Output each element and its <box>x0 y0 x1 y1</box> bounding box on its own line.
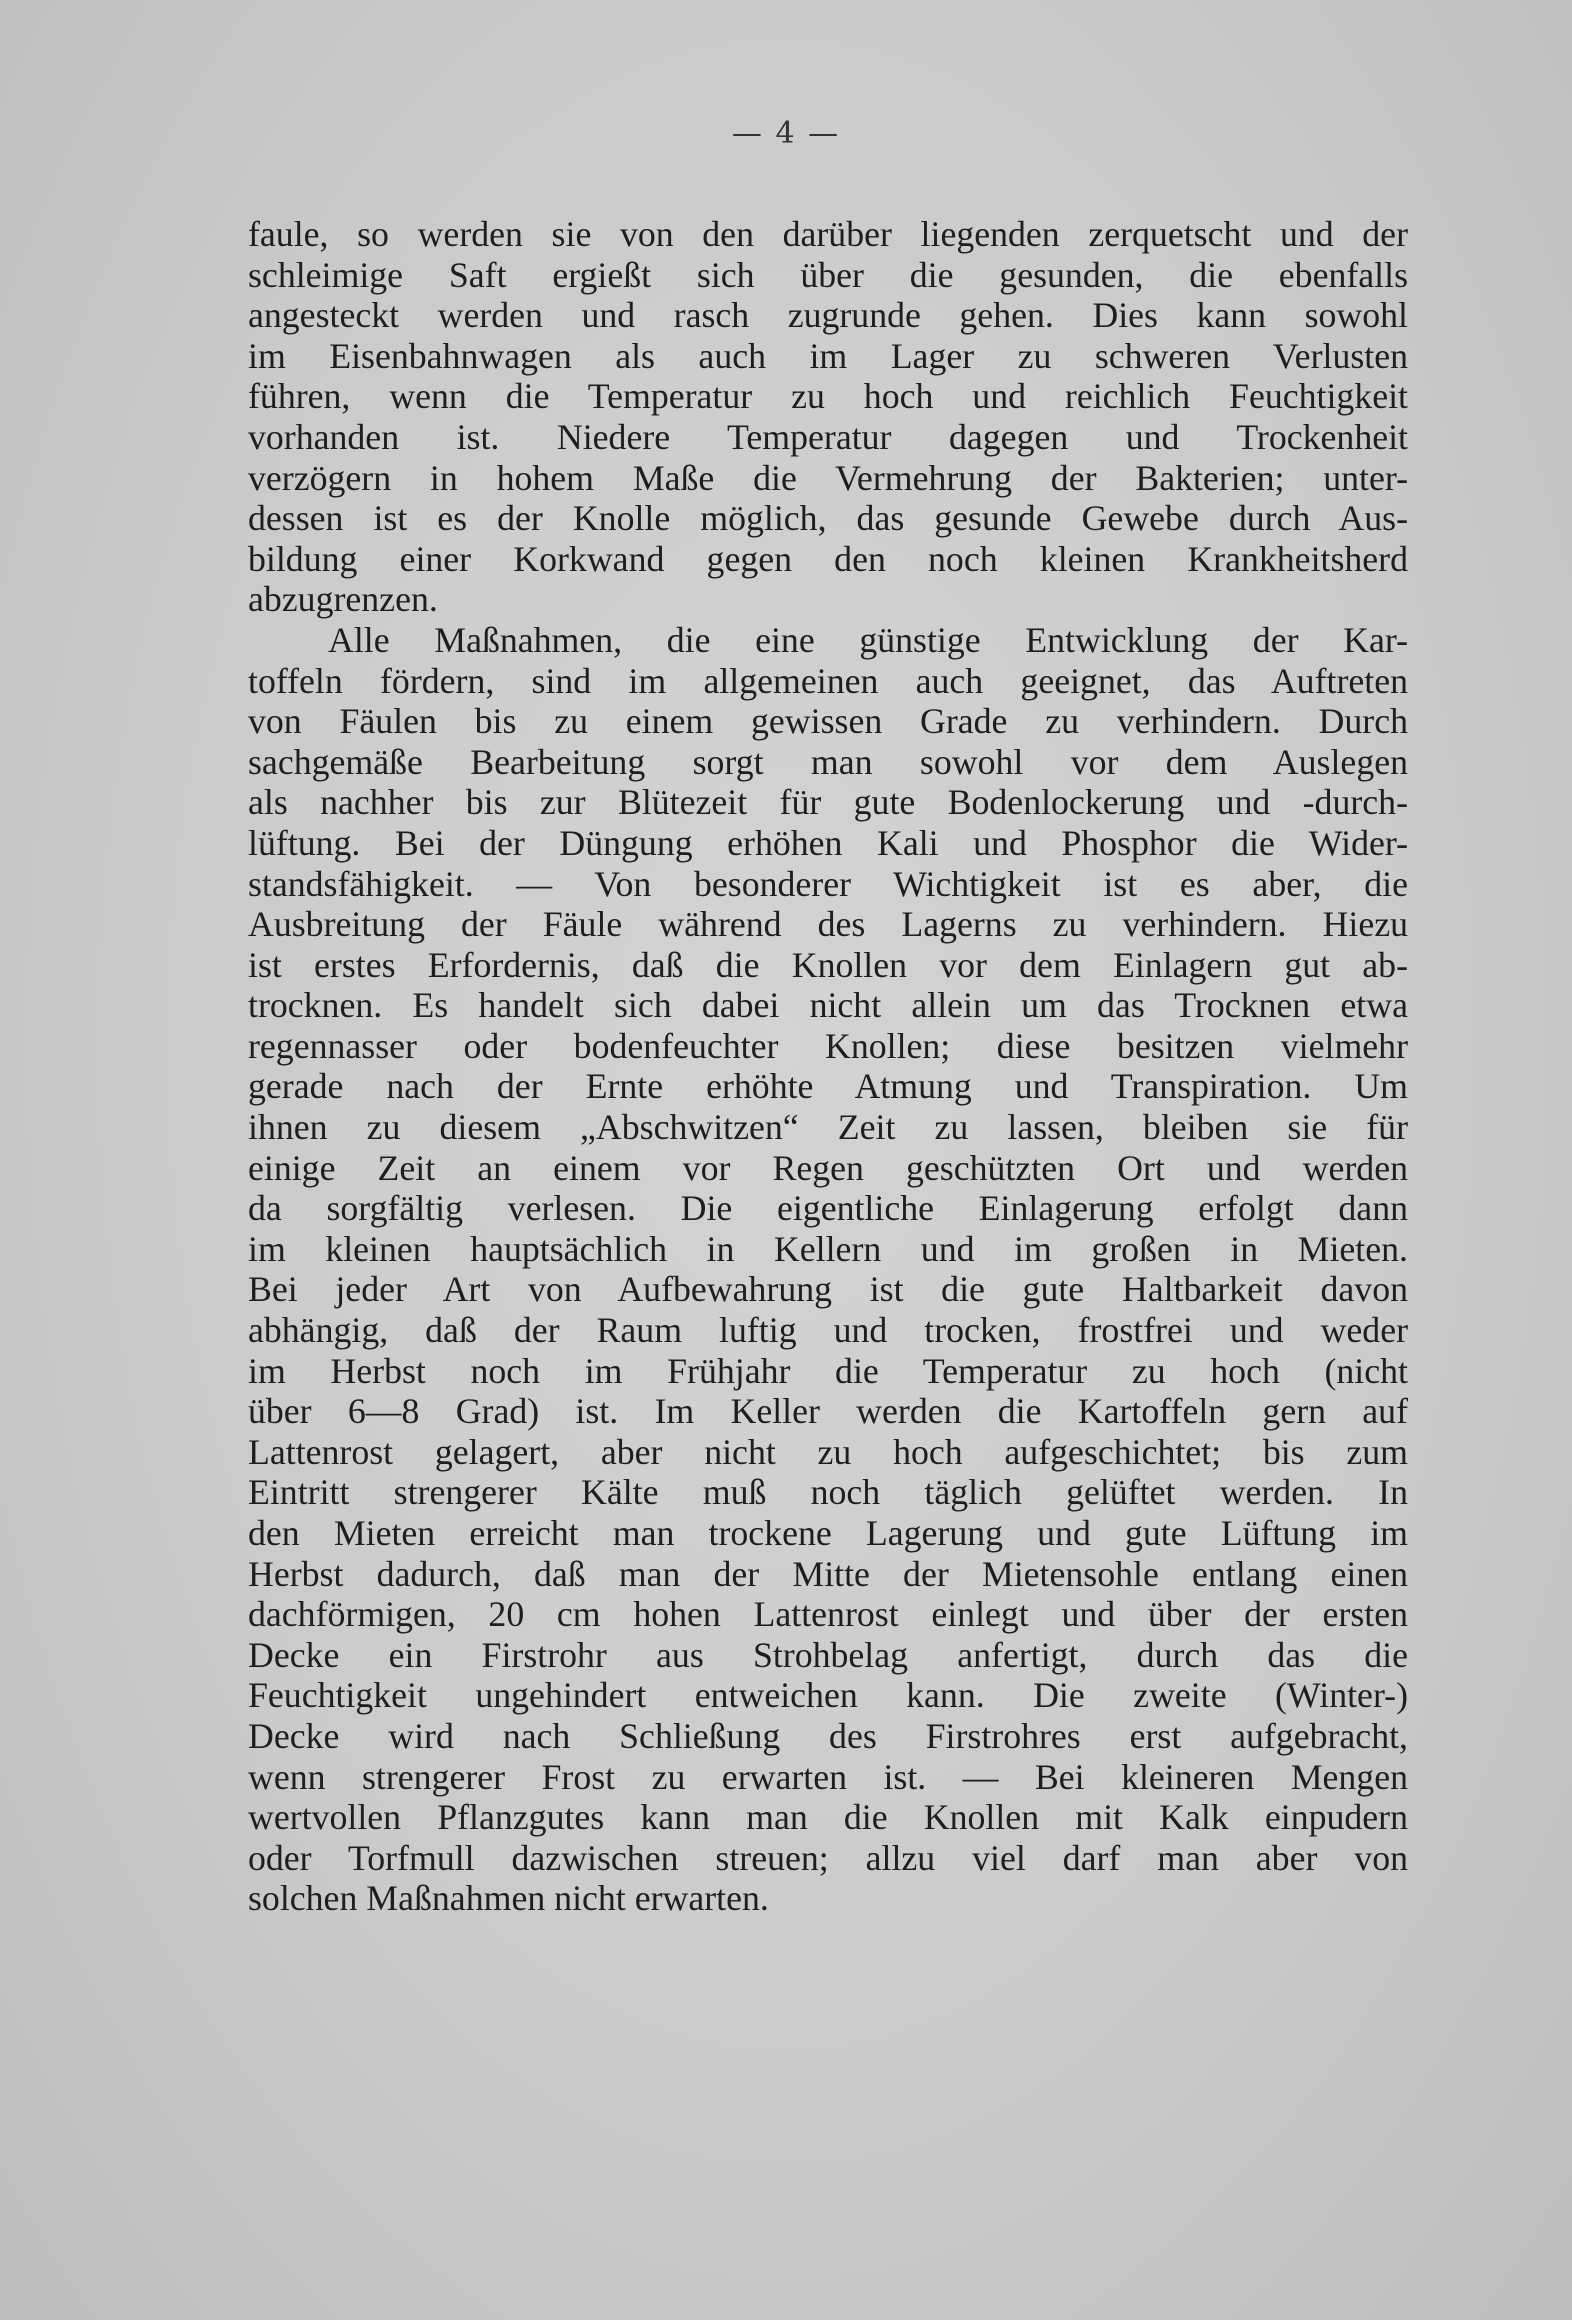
text-line: faule, so werden sie von den darüber liegenden zerquetscht und der <box>248 214 1408 254</box>
text-line: sachgemäße Bearbeitung sorgt man sowohl vor dem Auslegen <box>248 741 1408 782</box>
text-line: vorhanden ist. Niedere Temperatur dagegen und Trockenheit <box>248 416 1408 457</box>
text-line: im Eisenbahnwagen als auch im Lager zu schweren Verlusten <box>248 335 1408 376</box>
text-line: wenn strengerer Frost zu erwarten ist. — Bei kleineren Mengen <box>248 1756 1408 1797</box>
text-line: im kleinen hauptsächlich in Kellern und im großen in Mieten. <box>248 1228 1408 1269</box>
text-line: abhängig, daß der Raum luftig und trocken, frostfrei und weder <box>248 1310 1408 1351</box>
text-line: als nachher bis zur Blütezeit für gute Bodenlockerung und -durch- <box>248 782 1408 823</box>
text-line: Eintritt strengerer Kälte muß noch täglich gelüftet werden. In <box>248 1472 1408 1513</box>
text-line: gerade nach der Ernte erhöhte Atmung und Transpiration. Um <box>248 1066 1408 1107</box>
text-line: ist erstes Erfordernis, daß die Knollen vor dem Einlagern gut ab- <box>248 944 1408 985</box>
text-line: Bei jeder Art von Aufbewahrung ist die gute Haltbarkeit davon <box>248 1269 1408 1310</box>
text-line: von Fäulen bis zu einem gewissen Grade zu verhindern. Durch <box>248 701 1408 742</box>
body-text <box>248 214 1408 1919</box>
text-line: standsfähigkeit. — Von besonderer Wichtigkeit ist es aber, die <box>248 863 1408 904</box>
text-line: ihnen zu diesem „Abschwitzen“ Zeit zu lassen, bleiben sie für <box>248 1107 1408 1148</box>
text-line: Feuchtigkeit ungehindert entweichen kann. Die zweite (Winter-) <box>248 1675 1408 1716</box>
text-line: regennasser oder bodenfeuchter Knollen; diese besitzen vielmehr <box>248 1025 1408 1066</box>
text-line: Decke ein Firstrohr aus Strohbelag anfertigt, durch das die <box>248 1634 1408 1675</box>
paragraph <box>248 214 1408 620</box>
text-line: über 6—8 Grad) ist. Im Keller werden die Kartoffeln gern auf <box>248 1391 1408 1432</box>
text-line: den Mieten erreicht man trockene Lagerung und gute Lüftung im <box>248 1513 1408 1553</box>
text-line: im Herbst noch im Frühjahr die Temperatur zu hoch (nicht <box>248 1350 1408 1391</box>
text-line: verzögern in hohem Maße die Vermehrung der Bakterien; unter- <box>248 457 1408 498</box>
text-line: toffeln fördern, sind im allgemeinen auch geeignet, das Auftreten <box>248 660 1408 701</box>
text-line: dessen ist es der Knolle möglich, das gesunde Gewebe durch Aus- <box>248 498 1408 539</box>
text-line: oder Torfmull dazwischen streuen; allzu viel darf man aber von <box>248 1837 1408 1878</box>
text-line: schleimige Saft ergießt sich über die gesunden, die ebenfalls <box>248 254 1408 295</box>
text-line: Lattenrost gelagert, aber nicht zu hoch aufgeschichtet; bis zum <box>248 1431 1408 1472</box>
text-line: Decke wird nach Schließung des Firstrohres erst aufgebracht, <box>248 1715 1408 1756</box>
text-line: einige Zeit an einem vor Regen geschützten Ort und werden <box>248 1147 1408 1188</box>
text-line: abzugrenzen. <box>248 579 438 620</box>
text-line: bildung einer Korkwand gegen den noch kleinen Krankheitsherd <box>248 538 1408 579</box>
text-line: führen, wenn die Temperatur zu hoch und reichlich Feuchtigkeit <box>248 376 1408 417</box>
page-number: — 4 — <box>731 116 841 151</box>
text-line: da sorgfältig verlesen. Die eigentliche Einlagerung erfolgt dann <box>248 1188 1408 1229</box>
text-line: trocknen. Es handelt sich dabei nicht allein um das Trocknen etwa <box>248 985 1408 1026</box>
text-line: Herbst dadurch, daß man der Mitte der Mietensohle entlang einen <box>248 1553 1408 1594</box>
text-line: dachförmigen, 20 cm hohen Lattenrost einlegt und über der ersten <box>248 1594 1408 1635</box>
text-line: Alle Maßnahmen, die eine günstige Entwicklung der Kar- <box>328 619 1408 660</box>
text-line: Ausbreitung der Fäule während des Lagerns zu verhindern. Hiezu <box>248 904 1408 945</box>
text-line: wertvollen Pflanzgutes kann man die Knollen mit Kalk einpudern <box>248 1797 1408 1838</box>
text-line: solchen Maßnahmen nicht erwarten. <box>248 1878 769 1919</box>
text-line: angesteckt werden und rasch zugrunde gehen. Dies kann sowohl <box>248 295 1408 336</box>
text-line: lüftung. Bei der Düngung erhöhen Kali und Phosphor die Wider- <box>248 822 1408 863</box>
paragraph <box>248 620 1408 1919</box>
